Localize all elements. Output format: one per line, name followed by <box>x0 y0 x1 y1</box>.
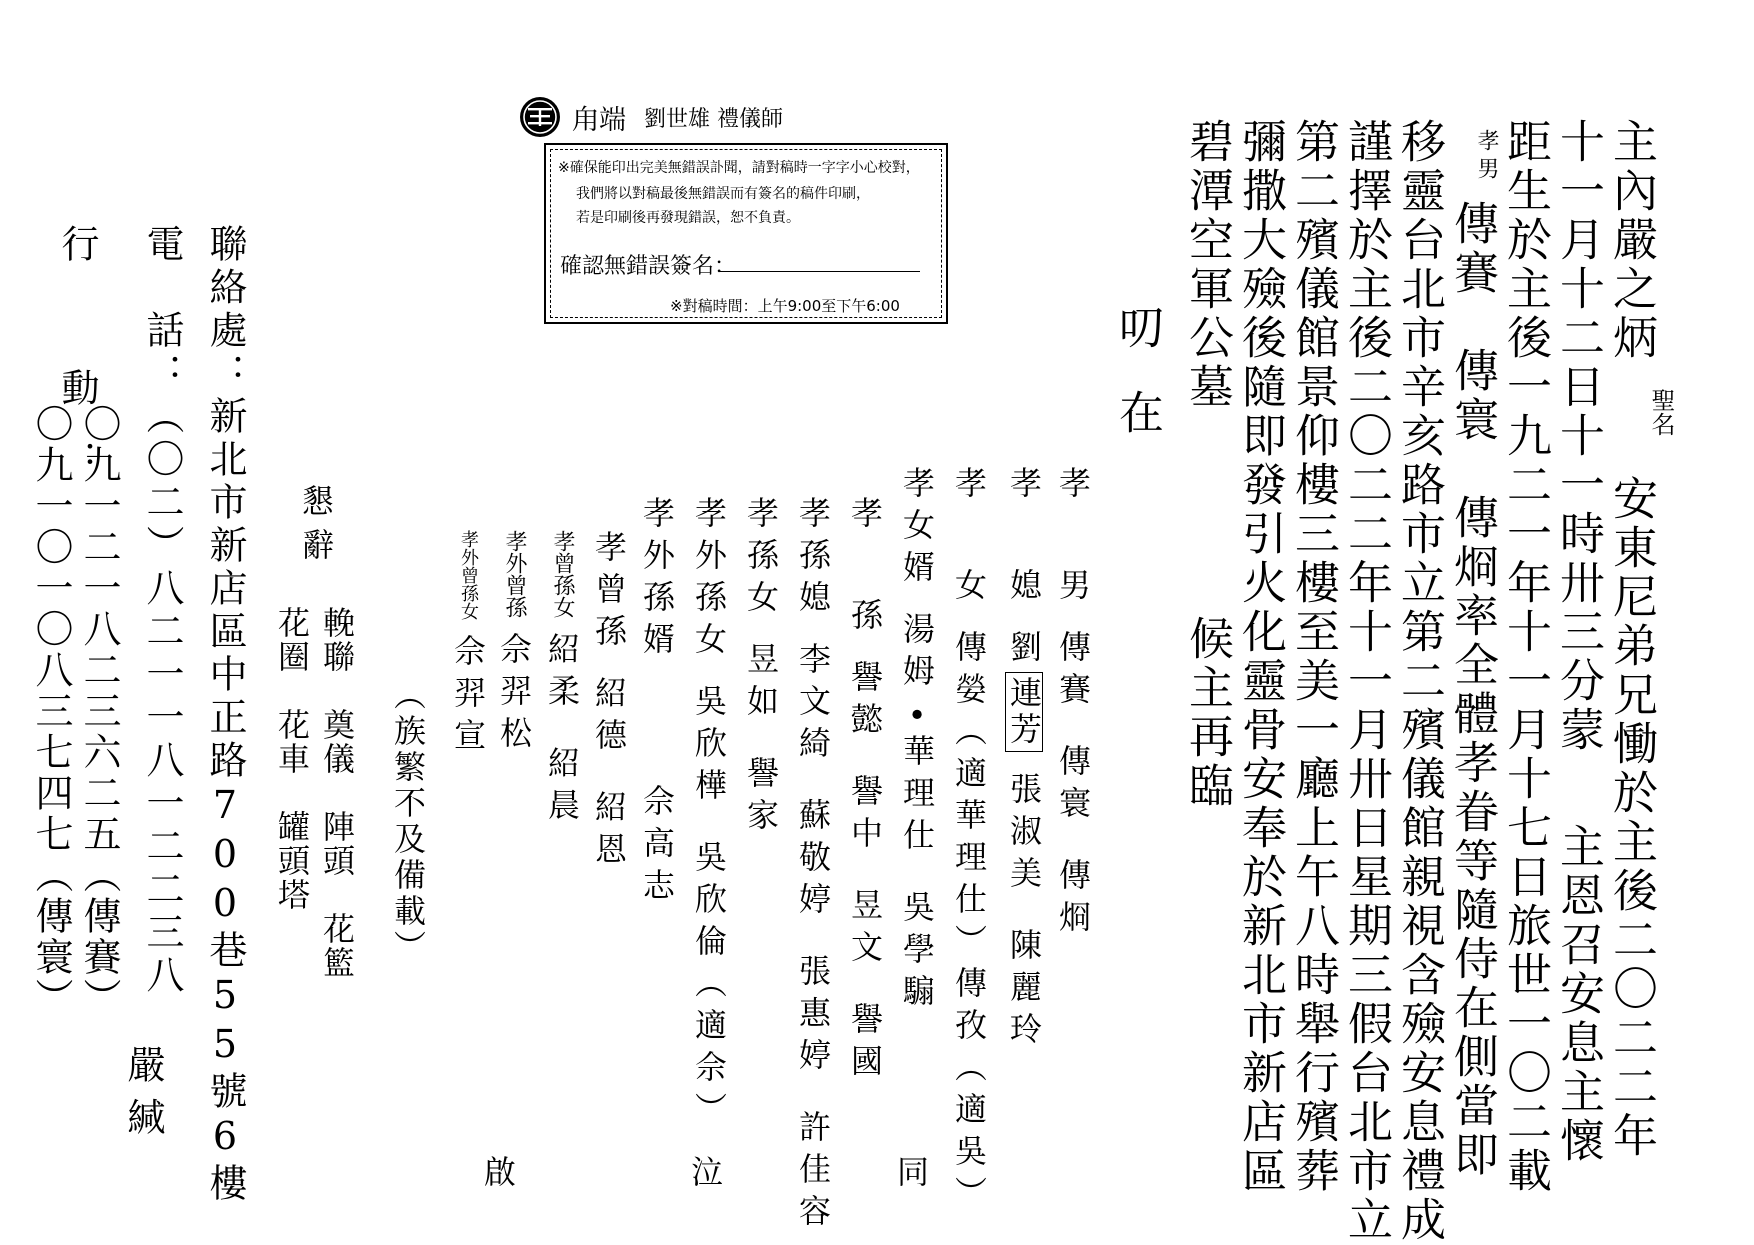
role: 女 <box>550 596 575 618</box>
decline-line-1: 輓聯 奠儀 陣頭 花籃 <box>318 606 356 980</box>
name: 吳欣倫（適佘） <box>690 840 728 1134</box>
signature-line[interactable] <box>720 271 920 272</box>
main-line-5: 移靈台北市辛亥路市立第二殯儀館親視含殮安息禮成 <box>1393 118 1446 1245</box>
weeping-1: 同 <box>892 1155 930 1197</box>
main-line-9: 碧潭空軍公墓 <box>1181 118 1234 412</box>
name: 昱文 <box>846 888 884 972</box>
weeping-3: 啟 <box>479 1155 517 1197</box>
relation: 孝曾 <box>590 530 628 614</box>
name-boxed: 連芳 <box>1005 672 1043 752</box>
name: 華理仕 <box>898 734 936 860</box>
name: 吳欣樺 <box>690 684 728 810</box>
role: 女 <box>458 602 479 620</box>
contact-address: 聯絡處：新北市新店區中正路700巷55號6樓 <box>203 224 247 1206</box>
family-note: （族繁不及備載） <box>389 678 427 966</box>
name: 張淑美 <box>1005 772 1043 898</box>
family-row <box>590 530 628 874</box>
family-row <box>846 496 884 1086</box>
family-row <box>1005 466 1043 1054</box>
relation: 孝外曾 <box>502 530 527 596</box>
notice-line-3: 若是印刷後再發現錯誤，恕不負責。 <box>576 210 800 226</box>
role: 女 <box>690 622 728 664</box>
main-line-4: 傳賽 傳寰 傳烱率全體孝眷等隨侍在側當即 <box>1446 200 1499 1180</box>
contact-mobile-1: 〇九一二一八二三六二五（傳賽） <box>77 404 121 1019</box>
name: 湯姆 <box>898 612 936 696</box>
name-separator: • <box>898 696 936 734</box>
proofing-hours: ※對稿時間：上午9:00至下午6:00 <box>670 297 900 315</box>
relation: 孝孫 <box>794 496 832 580</box>
relation: 孝曾孫 <box>550 530 575 596</box>
officiant-name: 劉世雄 禮儀師 <box>644 106 783 132</box>
name: 吳學騸 <box>898 890 936 1016</box>
name: 陳麗玲 <box>1005 928 1043 1054</box>
contact-mobile-2: 〇九一〇一〇八三七四七（傳寰） <box>29 404 73 1019</box>
family-row <box>898 466 936 1016</box>
decline-line-2: 花圈 花車 罐頭塔 <box>273 606 311 912</box>
logo-icon <box>518 95 562 139</box>
name: 傳烱 <box>1054 858 1092 942</box>
family-row <box>690 496 728 1134</box>
name: 譽懿 <box>846 660 884 744</box>
role: 媳 <box>794 580 832 622</box>
family-row <box>742 496 780 840</box>
announce-2: 在 <box>1111 389 1164 474</box>
header <box>518 92 783 142</box>
weeping-2: 泣 <box>686 1155 724 1197</box>
relation: 孝外曾孫 <box>458 530 479 602</box>
saint-name-label: 聖名 <box>1647 388 1675 436</box>
main-line-3: 距生於主後一九二一年十一月十七日旅世一〇二載 <box>1499 118 1552 1196</box>
name: 紹晨 <box>543 746 581 830</box>
relation: 孝 <box>1054 466 1092 508</box>
name: 蘇敬婷 <box>794 798 832 924</box>
main-line-6: 謹擇於主後二〇二二年十一月卅日星期三假台北市立 <box>1340 118 1393 1245</box>
name: 佘羿松 <box>495 632 533 758</box>
contact-mobile-label: 行 動： <box>55 224 99 512</box>
contact-phone: 電 話：（〇二）八二一一八一二二三八 <box>140 224 184 998</box>
name: 張惠婷 <box>794 954 832 1080</box>
notice-line-1: ※確保能印出完美無錯誤訃聞，請對稿時一字字小心校對， <box>558 160 920 176</box>
signature: 嚴緘 <box>121 1045 165 1149</box>
role: 男 <box>1054 568 1092 610</box>
name: 紹德 <box>590 676 628 760</box>
decline-title: 懇辭 <box>297 484 335 572</box>
notice-line-2: 我們將以對稿最後無錯誤而有簽名的稿件印刷， <box>576 186 870 202</box>
role: 孫 <box>590 614 628 656</box>
name: 紹恩 <box>590 790 628 874</box>
main-line-7: 第二殯儀館景仰樓三樓至美一廳上午八時舉行殯葬 <box>1287 118 1340 1196</box>
relation: 孝 <box>950 466 988 508</box>
family-row <box>638 496 676 910</box>
name: 佘高志 <box>638 784 676 910</box>
name: 傳嫈（適華理仕） <box>950 630 988 966</box>
relation: 孝外孫 <box>690 496 728 622</box>
proofing-notice <box>544 143 948 324</box>
family-row <box>449 530 487 760</box>
main-line-1b: 安東尼弟兄慟於主後二〇二二年 <box>1605 475 1658 1161</box>
family-row <box>495 530 533 758</box>
role: 媳 <box>1005 568 1043 610</box>
role: 婿 <box>638 622 676 664</box>
family-row <box>1054 466 1092 942</box>
relation: 孝 <box>846 496 884 538</box>
family-row <box>794 496 832 1236</box>
role: 女 <box>950 568 988 610</box>
main-line-2b: 主恩召安息主懷 <box>1552 823 1605 1166</box>
name: 傳賽 <box>1054 630 1092 714</box>
family-row <box>543 530 581 830</box>
name: 昱如 <box>742 642 780 726</box>
await-return: 候主再臨 <box>1181 615 1234 811</box>
name: 李文綺 <box>794 642 832 768</box>
filial-son-label: 孝男 <box>1474 129 1499 185</box>
main-line-1a: 主內嚴之炳 <box>1605 118 1658 363</box>
name: 紹柔 <box>543 632 581 716</box>
name: 譽中 <box>846 774 884 858</box>
name: 譽家 <box>742 756 780 840</box>
name: 佘羿宣 <box>449 634 487 760</box>
role: 孫 <box>846 598 884 640</box>
announce-1: 叨 <box>1111 304 1164 389</box>
name: 許佳容 <box>794 1110 832 1236</box>
relation: 孝女 <box>898 466 936 550</box>
main-line-8: 彌撒大殮後隨即發引火化靈骨安奉於新北市新店區 <box>1234 118 1287 1196</box>
signature-label: 確認無錯誤簽名： <box>560 254 737 279</box>
relation: 孝外孫 <box>638 496 676 622</box>
name: 劉 <box>1005 630 1043 672</box>
role: 婿 <box>898 550 936 592</box>
name: 傳寰 <box>1054 744 1092 828</box>
relation: 孝 <box>1005 466 1043 508</box>
role: 孫 <box>502 596 527 618</box>
family-row <box>950 466 988 1218</box>
role: 女 <box>742 580 780 622</box>
main-line-2a: 十一月十二日十一時卅三分蒙 <box>1552 118 1605 755</box>
brand-name: 甪端 <box>572 104 626 136</box>
name: 傳孜（適吳） <box>950 966 988 1218</box>
announce <box>1111 304 1164 474</box>
relation: 孝孫 <box>742 496 780 580</box>
name: 譽國 <box>846 1002 884 1086</box>
